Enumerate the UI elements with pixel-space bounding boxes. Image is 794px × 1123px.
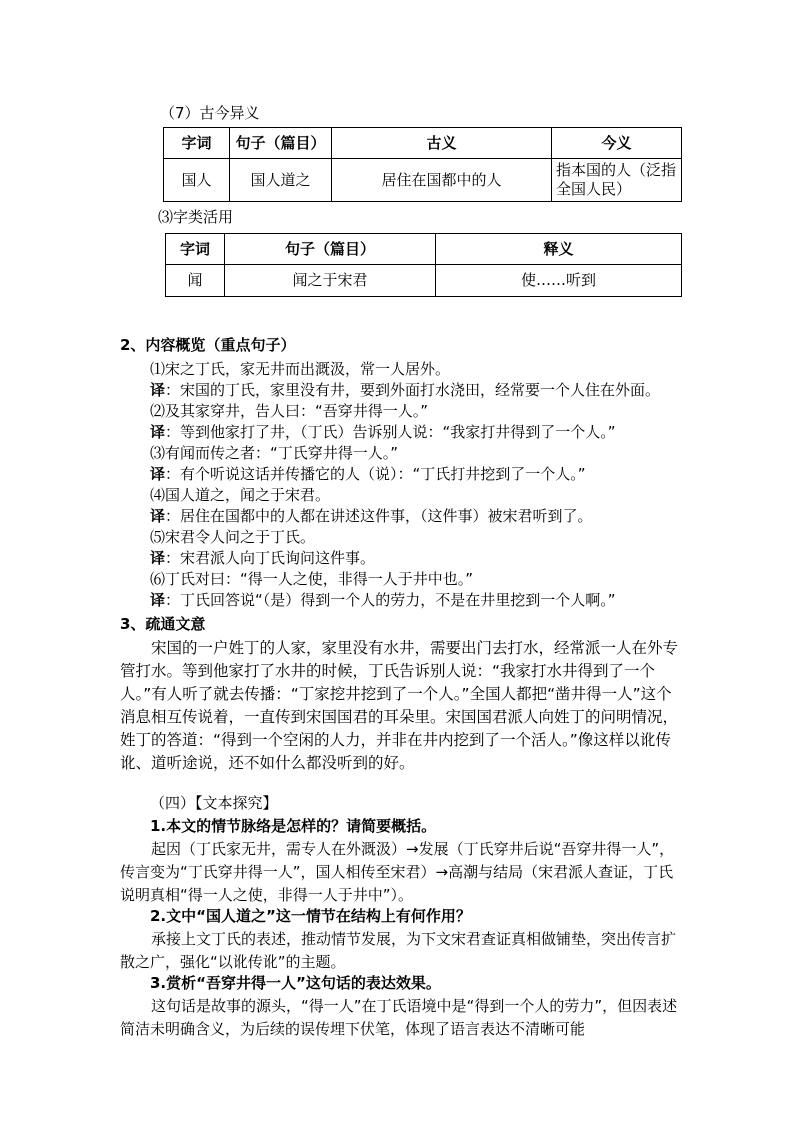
cell-sentence: 国人道之: [230, 159, 332, 202]
sentence-original: ⑵及其家穿井，告人曰：“吾穿井得一人。”: [150, 402, 429, 420]
question-1: 1.本文的情节脉络是怎样的？请简要概括。: [150, 817, 437, 835]
answer-1: 起因（丁氏家无井，需专人在外溉汲）→发展（丁氏穿井后说“吾穿井得一人”，传言变为“丁氏穿井得一人”，国人相传至宋君）→高潮与结局（宋君派人查证，丁氏说明真相“得一人之使，非得一人于井中”）。: [120, 840, 675, 904]
header-word: 字词: [164, 128, 230, 159]
cell-explanation: 使……听到: [436, 265, 682, 297]
sentence-original: ⑶有闻而传之者：“丁氏穿井得一人。”: [150, 444, 399, 462]
section-7-title: （7）古今异义: [160, 104, 260, 122]
header-sentence: 句子（篇目）: [225, 234, 436, 265]
section-3-title: 3、疏通文意: [120, 615, 206, 633]
header-modern-meaning: 今义: [552, 128, 682, 159]
sentence-translation: 译：丁氏回答说“（是）得到一个人的劳力，不是在井里挖到一个人啊。”: [150, 591, 616, 609]
cell-word: 闻: [166, 265, 225, 297]
cell-ancient-meaning: 居住在国都中的人: [332, 159, 552, 202]
section-4-title: （四）【文本探究】: [150, 794, 278, 812]
ancient-modern-meaning-table: [163, 127, 682, 202]
sentence-translation: 译：居住在国都中的人都在讲述这件事，（这件事）被宋君听到了。: [150, 507, 593, 525]
header-explanation: 释义: [436, 234, 682, 265]
sentence-original: ⑹丁氏对曰：“得一人之使，非得一人于井中也。”: [150, 570, 474, 588]
sentence-translation: 译：宋君派人向丁氏询问这件事。: [150, 549, 376, 567]
header-ancient-meaning: 古义: [332, 128, 552, 159]
table-header-row: [166, 234, 682, 265]
header-word: 字词: [166, 234, 225, 265]
section-2-title: 2、内容概览（重点句子）: [120, 336, 296, 354]
sentence-original: ⑴宋之丁氏，家无井而出溉汲，常一人居外。: [150, 360, 451, 378]
sentence-translation: 译：等到他家打了井，（丁氏）告诉别人说：“我家打井得到了一个人。”: [150, 423, 616, 441]
sentence-translation: 译：有个听说这话并传播它的人（说）：“丁氏打井挖到了一个人。”: [150, 465, 586, 483]
table-header-row: [164, 128, 682, 159]
cell-modern-meaning: 指本国的人（泛指全国人民）: [552, 159, 682, 202]
section-8-title: ⑶字类活用: [158, 208, 234, 226]
section-3-paragraph: 宋国的一户姓丁的人家，家里没有水井，需要出门去打水，经常派一人在外专管打水。等到他家打了水井的时候，丁氏告诉别人说：“我家打水井得到了一个人。”有人听了就去传播：“丁家挖井挖到了一个人。”全国人都把“凿井得一人”这个消息相互传说着，一直传到宋国国君的耳朵里。宋国国君派人向姓丁的问明情况，姓丁的答道：“得到一个空闲的人力，并非在井内挖到了一个活人。”像这样以讹传讹、道听途说，还不如什么都没听到的好。: [120, 639, 679, 772]
sentence-translation: 译：宋国的丁氏，家里没有井，要到外面打水浇田，经常要一个人住在外面。: [150, 381, 661, 399]
header-sentence: 句子（篇目）: [230, 128, 332, 159]
cell-word: 国人: [164, 159, 230, 202]
table-row: [164, 159, 682, 202]
question-3: 3.赏析“吾穿井得一人”这句话的表达效果。: [150, 974, 441, 992]
cell-sentence: 闻之于宋君: [225, 265, 436, 297]
sentence-original: ⑷国人道之，闻之于宋君。: [150, 486, 331, 504]
word-usage-table: [165, 233, 682, 297]
question-2: 2.文中“国人道之”这一情节在结构上有何作用？: [150, 907, 471, 925]
sentence-original: ⑸宋君令人问之于丁氏。: [150, 528, 316, 546]
table-row: [166, 265, 682, 297]
answer-3: 这句话是故事的源头，“得一人”在丁氏语境中是“得到一个人的劳力”，但因表述简洁未明确含义，为后续的误传埋下伏笔，体现了语言表达不清晰可能: [120, 997, 678, 1038]
answer-2: 承接上文丁氏的表述，推动情节发展，为下文宋君查证真相做铺垫，突出传言扩散之广，强化“以讹传讹”的主题。: [120, 930, 677, 971]
